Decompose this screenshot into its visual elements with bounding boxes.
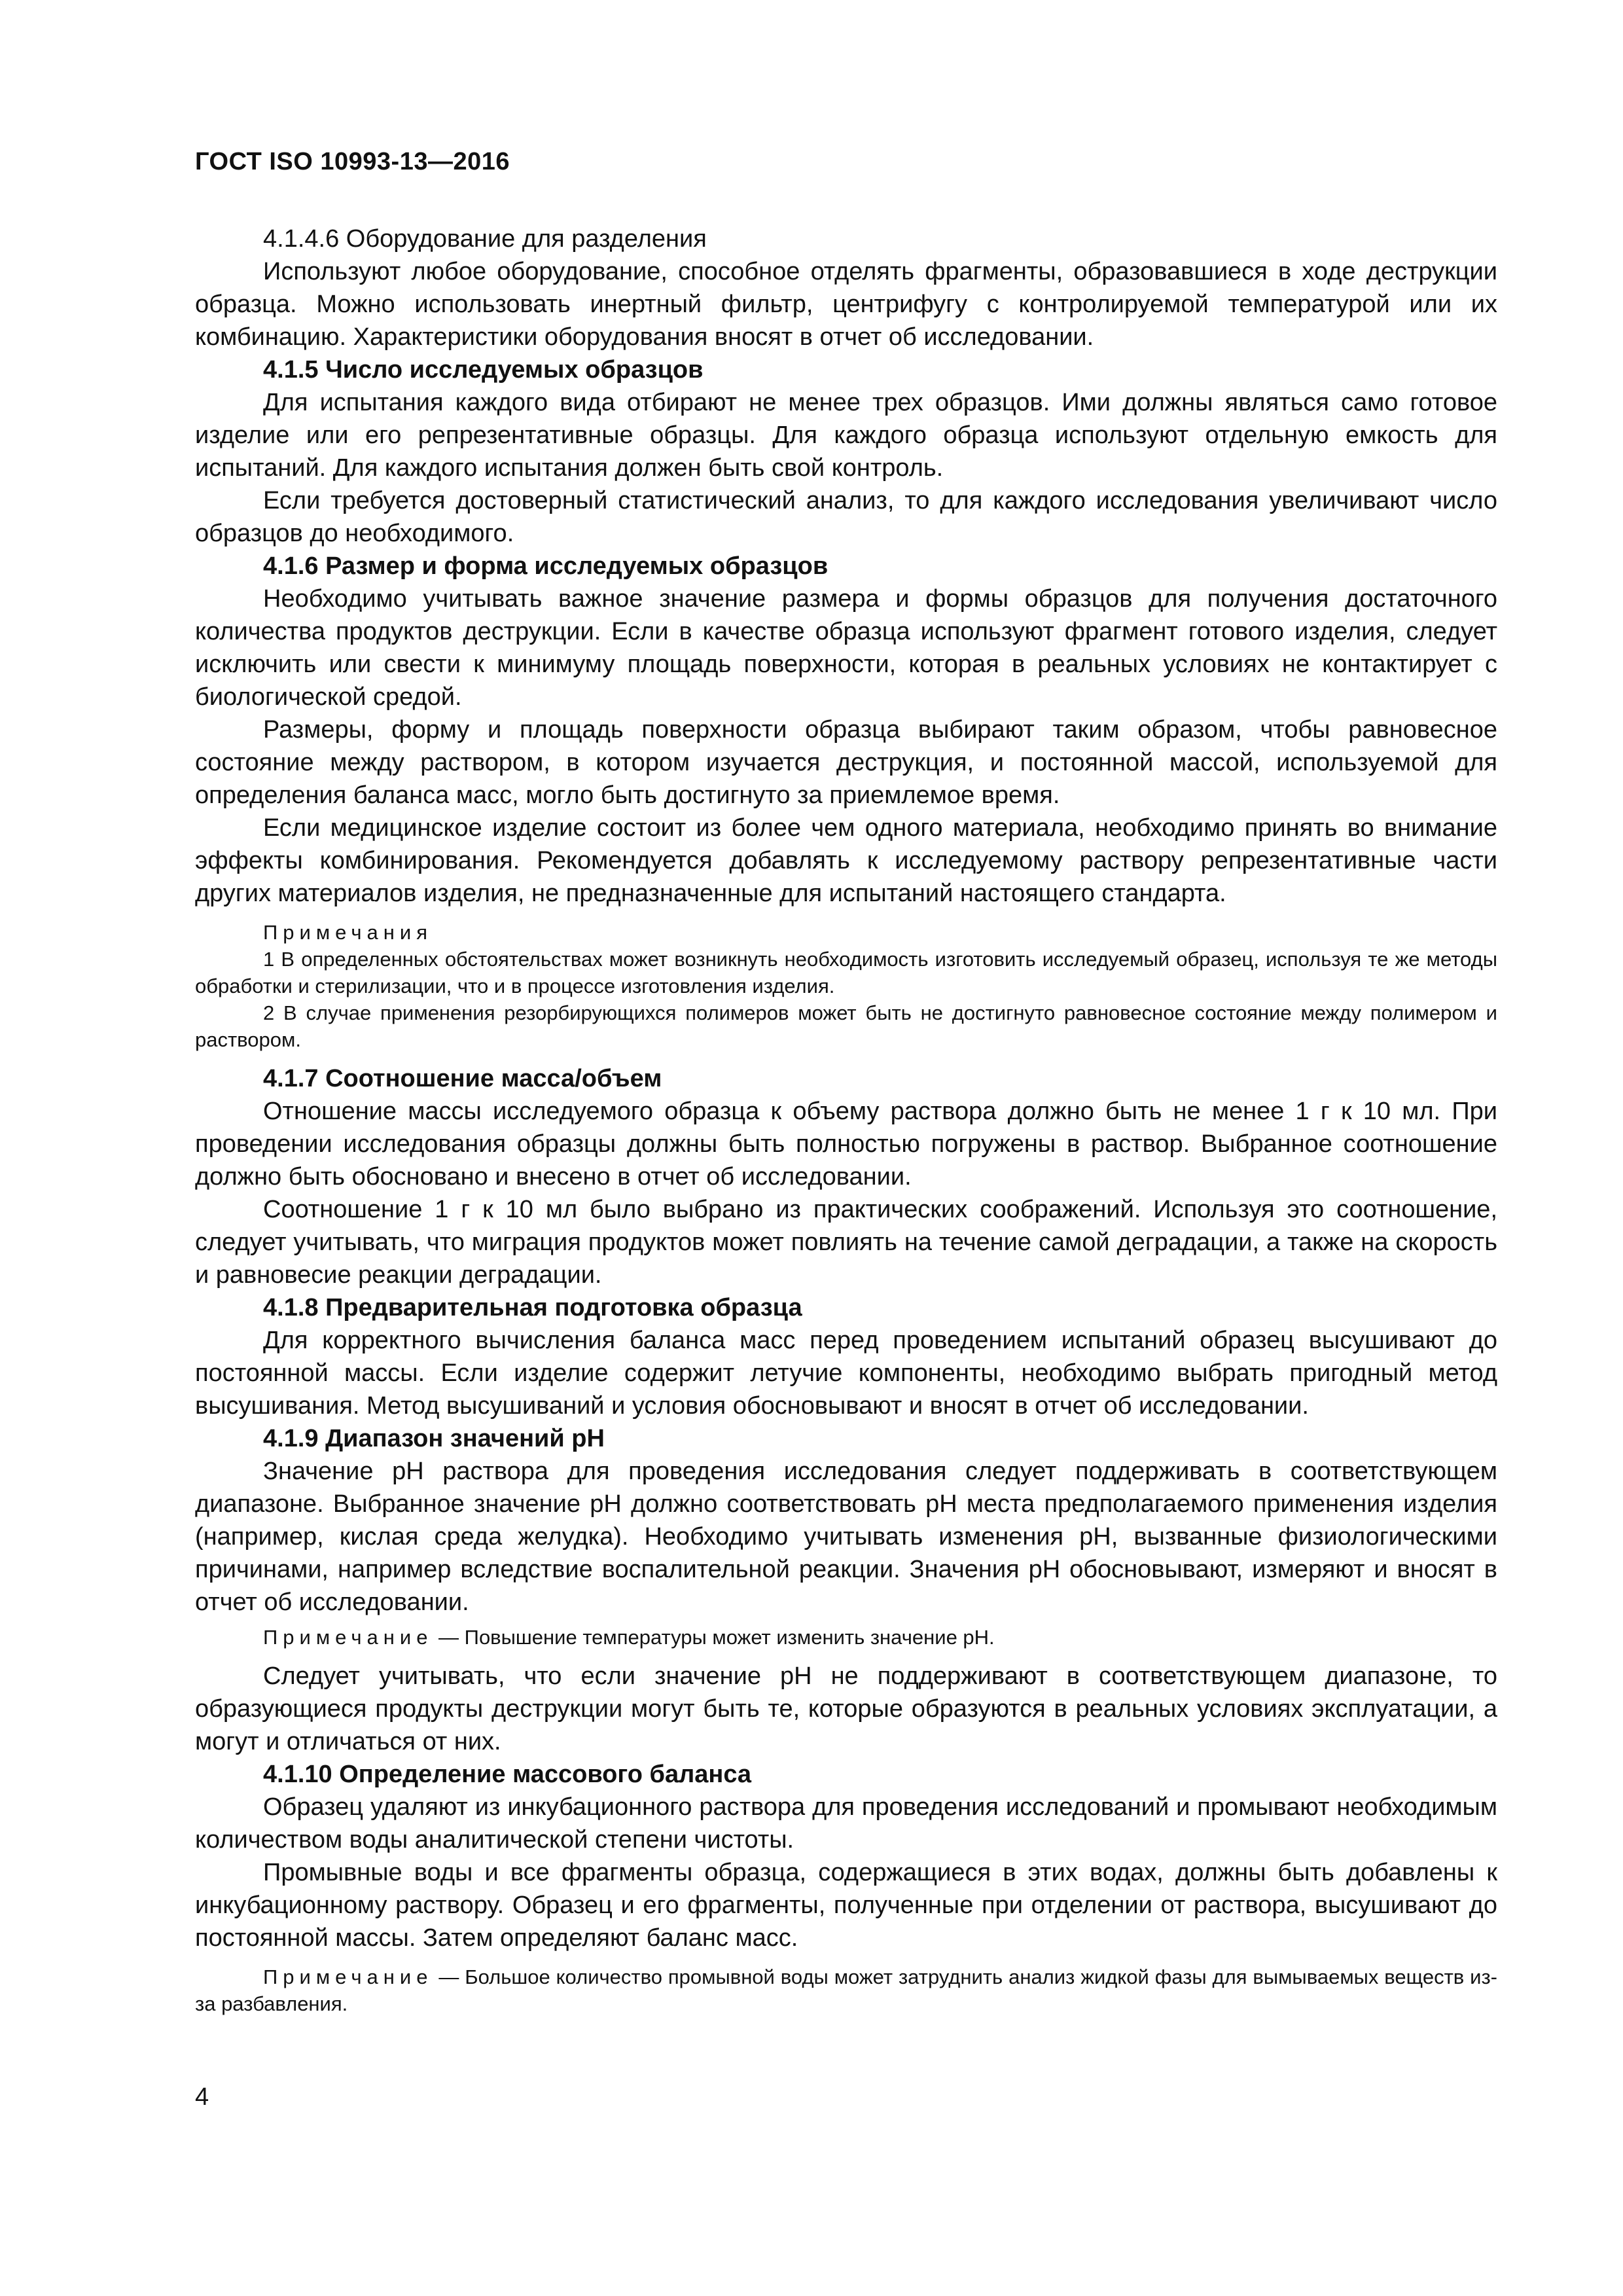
document-body [195,223,1497,2017]
note-2: 2 В случае применения резорбирующихся полимеров может быть не достигнуто равновесное состояние между полимером и раствором. [195,1001,1497,1051]
paragraph: Образец удаляют из инкубационного раствора для проведения исследований и промывают необходимым количеством воды аналитической степени чистоты. [195,1793,1497,1854]
section-4-1-6-heading: 4.1.6 Размер и форма исследуемых образцов [263,552,829,580]
paragraph: Если требуется достоверный статистический анализ, то для каждого исследования увеличивают число образцов до необходимого. [195,487,1497,547]
note-text: — Повышение температуры может изменить значение pH. [433,1626,995,1649]
paragraph: Для корректного вычисления баланса масс перед проведением испытаний образец высушивают до постоянной массы. Если изделие содержит летучие компоненты, необходимо выбрать пригодный метод высушивания. Метод высушиваний и условия обосновывают и вносят в отчет об исследовании. [195,1327,1497,1420]
note-1: 1 В определенных обстоятельствах может возникнуть необходимость изготовить исследуемый образец, используя те же методы обработки и стерилизации, что и в процессе изготовления изделия. [195,948,1497,997]
note-text: — Большое количество промывной воды может затруднить анализ жидкой фазы для вымываемых веществ из-за разбавления. [195,1965,1497,2015]
paragraph: Промывные воды и все фрагменты образца, содержащиеся в этих водах, должны быть добавлены к инкубационному раствору. Образец и его фрагменты, полученные при отделении от раствора, высушивают до постоянной массы. Затем определяют баланс масс. [195,1859,1497,1952]
document-header: ГОСТ ISO 10993-13—2016 [195,148,510,175]
note-ph [195,1624,1497,1651]
section-4-1-5-heading: 4.1.5 Число исследуемых образцов [263,356,704,384]
paragraph: Значение pH раствора для проведения исследования следует поддерживать в соответствующем диапазоне. Выбранное значение pH должно соответствовать pH места предполагаемого применения изделия (например, кислая среда желудка). Необходимо учитывать изменения pH, вызванные физиологическими причинами, например вследствие воспалительной реакции. Значения pH обосновывают, измеряют и вносят в отчет об исследовании. [195,1458,1497,1616]
section-4-1-4-6-heading: 4.1.4.6 Оборудование для разделения [263,225,707,253]
paragraph: Соотношение 1 г к 10 мл было выбрано из практических соображений. Используя это соотношение, следует учитывать, что миграция продуктов может повлиять на течение самой деградации, а также на скорость и равновесие реакции деградации. [195,1196,1497,1289]
section-4-1-7-heading: 4.1.7 Соотношение масса/объем [263,1065,662,1092]
paragraph: Размеры, форму и площадь поверхности образца выбирают таким образом, чтобы равновесное состояние между раствором, в котором изучается деструкция, и постоянной массой, используемой для определения баланса масс, могло быть достигнуто за приемлемое время. [195,716,1497,809]
paragraph: Отношение массы исследуемого образца к объему раствора должно быть не менее 1 г к 10 мл. При проведении исследования образцы должны быть полностью погружены в раствор. Выбранное соотношение должно быть обосновано и внесено в отчет об исследовании. [195,1098,1497,1191]
note-label: Примечание [263,1626,433,1649]
paragraph: Для испытания каждого вида отбирают не менее трех образцов. Ими должны являться само готовое изделие или его репрезентативные образцы. Для каждого образца используют отдельную емкость для испытаний. Для каждого испытания должен быть свой контроль. [195,389,1497,482]
paragraph: Следует учитывать, что если значение pH не поддерживают в соответствующем диапазоне, то образующиеся продукты деструкции могут быть те, которые образуются в реальных условиях эксплуатации, а могут и отличаться от них. [195,1662,1497,1755]
page-number: 4 [195,2083,209,2111]
note-label: Примечание [263,1965,433,1988]
paragraph: Необходимо учитывать важное значение размера и формы образцов для получения достаточного количества продуктов деструкции. Если в качестве образца используют фрагмент готового изделия, следует исключить или свести к минимуму площадь поверхности, которая в реальных условиях не контактирует с биологической средой. [195,585,1497,711]
section-4-1-9-heading: 4.1.9 Диапазон значений pH [263,1425,605,1452]
section-4-1-8-heading: 4.1.8 Предварительная подготовка образца [263,1294,802,1321]
paragraph: Если медицинское изделие состоит из более чем одного материала, необходимо принять во внимание эффекты комбинирования. Рекомендуется добавлять к исследуемому раствору репрезентативные части других материалов изделия, не предназначенные для испытаний настоящего стандарта. [195,814,1497,907]
notes-label-text: Примечания [263,921,433,944]
section-4-1-10-heading: 4.1.10 Определение массового баланса [263,1761,752,1788]
notes-label [195,919,1497,946]
note-mass-balance [195,1964,1497,2017]
paragraph: Используют любое оборудование, способное отделять фрагменты, образовавшиеся в ходе деструкции образца. Можно использовать инертный фильтр, центрифугу с контролируемой температурой или их комбинацию. Характеристики оборудования вносят в отчет об исследовании. [195,258,1497,351]
